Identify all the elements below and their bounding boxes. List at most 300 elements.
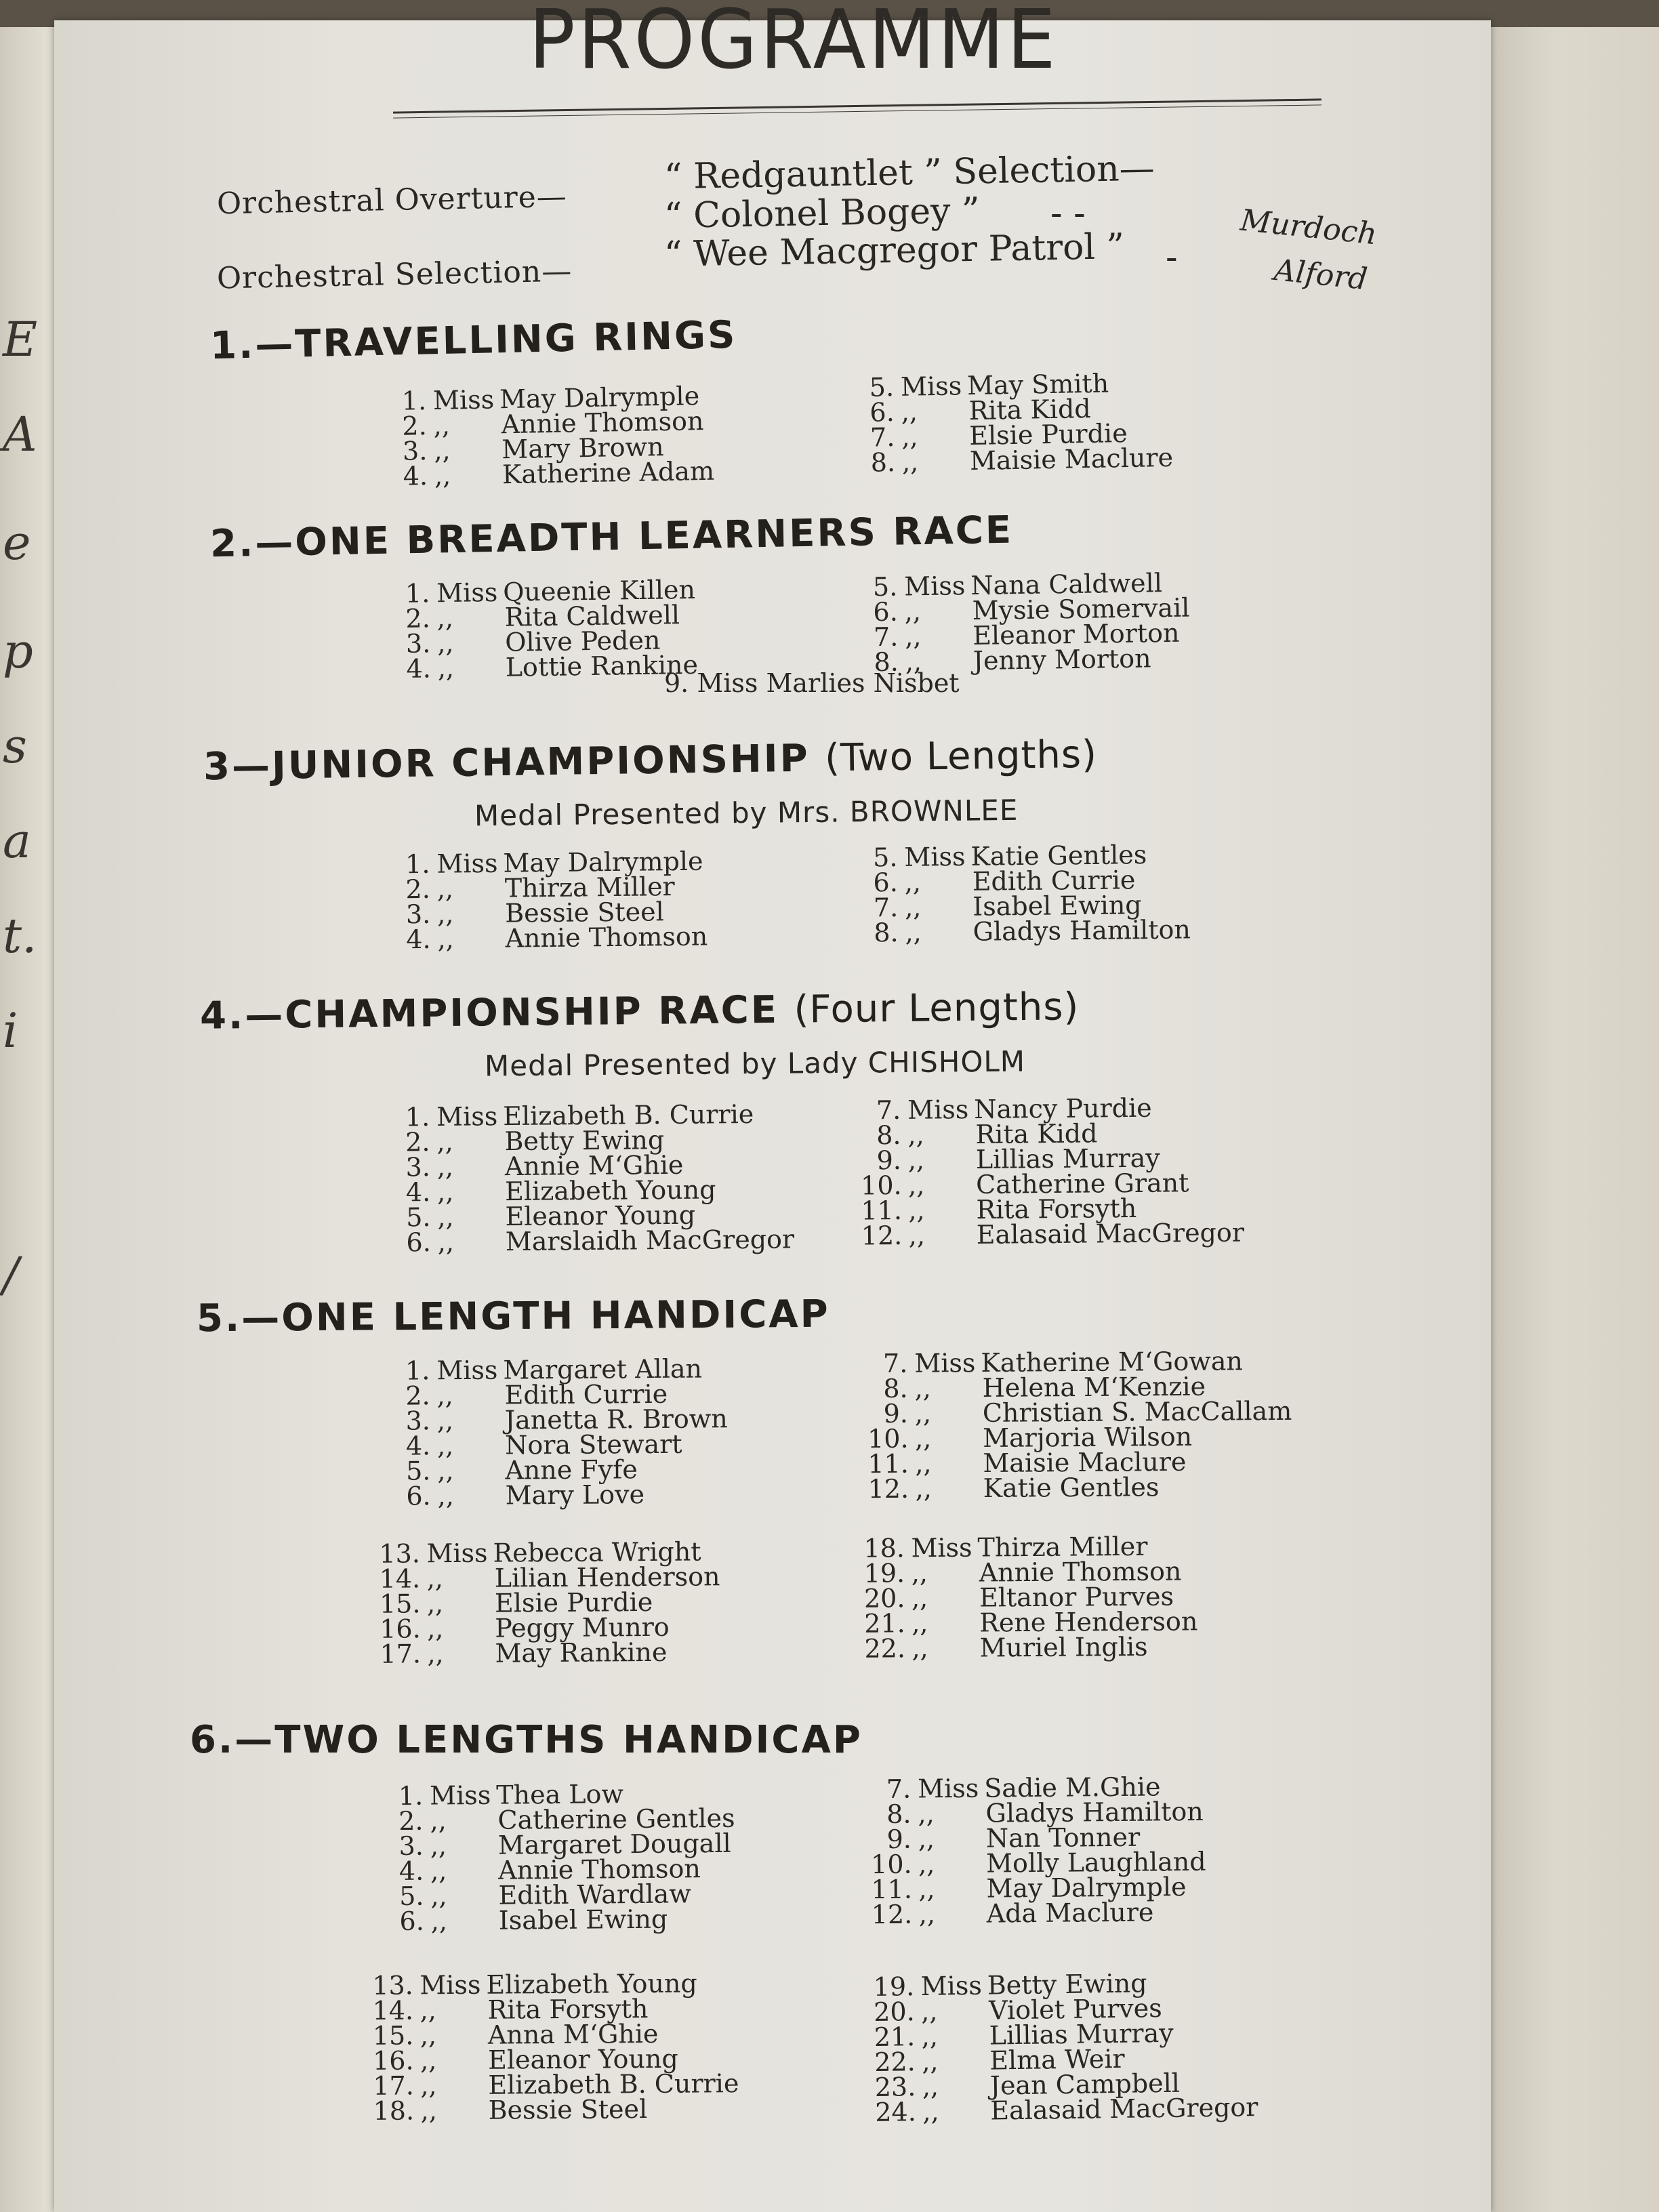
ditto-mark: ,, [437,1456,454,1486]
entrant-number: 22. [874,2047,916,2077]
entrant-number: 24. [875,2097,917,2127]
entrant-name: Mysie Somervail [972,592,1190,626]
entrant-name: Lottie Rankine [505,649,699,682]
entrant-number: 8. [874,647,899,678]
entrant-number: 9. [886,1824,912,1854]
entrant-number: 7. [873,621,899,653]
entrant-row [373,2096,739,2124]
ditto-mark: ,, [436,1406,454,1436]
entrant-title: Miss [900,371,962,402]
entrant-number: 10. [860,1170,902,1201]
ditto-mark: ,, [907,1120,924,1150]
ditto-mark: ,, [904,621,922,652]
entrant-title: Miss [430,1780,491,1811]
entrant-number: 1. [401,386,427,416]
entrant-name: Lilian Henderson [494,1561,720,1593]
overture-line-3: “ Wee Macgregor Patrol ” [663,226,1125,275]
entrant-number: 16. [372,2045,414,2076]
ditto-mark: ,, [437,1481,454,1511]
ditto-mark: ,, [436,1380,453,1411]
entrant-number: 3. [405,899,431,930]
overture-line-3-dash: - [1166,237,1178,278]
ditto-mark: ,, [922,2071,939,2102]
overture-line-2-dashes: - - [1050,193,1086,234]
entrant-number: 14. [372,1995,414,2026]
entrant-title: Miss [914,1348,976,1378]
composer-murdoch: Murdoch [1238,203,1379,252]
ditto-mark: ,, [426,1589,444,1619]
entrant-row [861,1217,1245,1251]
entrant-name: Maisie Maclure [983,1446,1187,1478]
entrant-number: 18. [373,2095,415,2126]
entrant-name: Katie Gentles [983,1472,1160,1503]
entrant-number: 10. [867,1423,909,1454]
entrant-row [380,1639,720,1667]
ditto-mark: ,, [437,1202,454,1232]
ditto-mark: ,, [918,1799,935,1829]
entrant-name: Rene Henderson [979,1606,1198,1638]
entrant-name: Thirza Miller [504,872,675,903]
ditto-mark: ,, [437,924,454,954]
entrant-name: Elizabeth Young [486,1968,697,2000]
event-4-heading [200,985,1080,1038]
entrant-number: 11. [861,1195,903,1226]
entrant-name: Queenie Killen [502,574,696,607]
ditto-mark: ,, [430,1881,447,1911]
entrant-name: Rebecca Wright [493,1536,701,1568]
entrant-number: 18. [863,1533,905,1563]
entrant-name: Annie Thomson [497,1853,701,1885]
ditto-mark: ,, [436,1176,454,1207]
entrant-title: Miss [920,1970,983,2001]
ditto-mark: ,, [918,1874,935,1904]
entrant-name: Janetta R. Brown [504,1404,728,1435]
entrant-name: Margaret Allan [503,1353,703,1385]
entrant-name: Christian S. MacCallam [982,1395,1292,1428]
event-5-left-list [389,1353,728,1511]
entrant-number: 2. [398,1805,424,1837]
entrant-row [855,442,1174,478]
entrant-number: 20. [863,1583,905,1614]
entrant-number: 8. [870,447,896,478]
entrant-name: Rita Caldwell [504,600,680,632]
event-6-left-list [382,1781,736,1935]
ditto-mark: ,, [430,1856,447,1886]
ditto-mark: ,, [915,1473,932,1504]
entrant-title: Miss [436,848,498,879]
entrant-number: 3. [405,628,431,659]
ditto-mark: ,, [419,1995,436,2026]
ditto-mark: ,, [430,1805,447,1836]
entrant-name: Rita Forsyth [976,1193,1137,1225]
entrant-name: Betty Ewing [987,1968,1147,2001]
ditto-mark: ,, [904,596,922,627]
ditto-mark: ,, [921,2021,939,2051]
entrant-row [871,1897,1207,1930]
entrant-name: May Dalrymple [499,381,700,415]
entrant-number: 7. [873,892,899,923]
ditto-mark: ,, [904,892,922,922]
entrant-name: Gladys Hamilton [985,1796,1204,1828]
entrant-number: 4. [406,924,431,955]
entrant-name: Isabel Ewing [972,890,1142,922]
event-6-left-list-2 [372,1968,739,2126]
entrant-name: Peggy Munro [495,1612,670,1643]
entrant-name: Eleanor Morton [972,617,1180,651]
event-2-left-list [389,574,699,684]
entrant-name: Helena M‘Kenzie [982,1371,1206,1404]
event-2-right-list [857,568,1191,678]
ditto-mark: ,, [430,1906,448,1936]
handwriting-scribble: a [3,813,31,869]
entrant-number: 15. [379,1589,421,1619]
ditto-mark: ,, [901,447,919,477]
event-6-right-list-2 [873,1969,1258,2125]
overture-line-1: “ Redgauntlet ” Selection— [663,148,1155,198]
ditto-mark: ,, [420,2095,437,2126]
event-3-heading [203,733,1098,789]
entrant-number: 22. [864,1633,906,1664]
entrant-number: 11. [871,1874,913,1905]
entrant-number: 4. [403,461,428,491]
entrant-name: Jenny Morton [972,643,1151,676]
entrant-name: Mary Love [505,1479,645,1511]
ditto-mark: ,, [433,435,451,466]
entrant-number: 4. [405,1431,431,1461]
entrant-number: 9. [883,1398,909,1429]
entrant-name: Annie Thomson [501,406,704,440]
ditto-mark: ,, [921,2046,939,2076]
entrant-number: 12. [867,1473,909,1504]
entrant-name: Katherine Adam [501,455,715,490]
ditto-mark: ,, [436,1431,454,1461]
event-1-heading: 1.—TRAVELLING RINGS [209,312,737,369]
entrant-name: Annie Thomson [505,921,708,954]
event-6-heading: 6.—TWO LENGTHS HANDICAP [190,1718,863,1762]
entrant-row [390,921,708,955]
ditto-mark: ,, [436,899,454,929]
event-3-heading-paren: (Two Lengths) [824,732,1098,781]
ditto-mark: ,, [911,1583,928,1614]
entrant-number: 10. [870,1849,912,1880]
entrant-number: 2. [405,874,431,905]
entrant-title: Miss [432,384,495,415]
entrant-number: 5. [405,1456,431,1486]
entrant-name: Isabel Ewing [498,1904,668,1936]
entrant-number: 2. [405,1380,430,1411]
entrant-row [857,914,1191,948]
ditto-mark: ,, [419,2020,437,2051]
ditto-mark: ,, [911,1558,928,1589]
ditto-mark: ,, [436,1126,453,1157]
entrant-title: Miss [436,1101,498,1132]
entrant-name: Nancy Purdie [974,1092,1152,1125]
entrant-name: Ada Maclure [986,1897,1154,1929]
entrant-title: Miss [426,1538,488,1569]
entrant-title: Miss [907,1094,969,1125]
entrant-number: 17. [373,2070,414,2101]
entrant-name: May Dalrymple [986,1872,1187,1904]
entrant-number: 8. [876,1120,901,1151]
handwriting-scribble: p [3,623,33,679]
right-facing-page [1484,27,1659,2212]
entrant-row [390,1481,729,1509]
ditto-mark: ,, [918,1899,936,1929]
event-4-left-list [389,1099,795,1258]
entrant-number: 19. [863,1558,905,1589]
entrant-name: Elsie Purdie [494,1586,653,1618]
entrant-name: Elma Weir [989,2043,1125,2076]
entrant-name: Marslaidh MacGregor [505,1224,795,1257]
orchestral-selection-label: Orchestral Selection— [216,253,573,296]
ditto-mark: ,, [426,1563,444,1594]
entrant-name: Annie Thomson [979,1556,1182,1588]
entrant-number: 2. [402,411,428,441]
entrant-number: 8. [883,1373,908,1404]
entrant-name: Anne Fyfe [505,1454,638,1486]
entrant-number: 19. [873,1971,915,2002]
entrant-name: Olive Peden [504,625,661,657]
ditto-mark: ,, [912,1608,928,1639]
event-5-heading: 5.—ONE LENGTH HANDICAP [196,1292,830,1341]
entrant-number: 17. [380,1639,422,1669]
ditto-mark: ,, [427,1639,444,1669]
entrant-number: 16. [380,1614,421,1644]
entrant-number: 3. [402,436,428,466]
event-1-left-list [386,381,715,491]
ditto-mark: ,, [436,874,454,904]
handwriting-scribble: E [3,312,38,367]
entrant-number: 14. [379,1563,421,1594]
entrant-name: Jean Campbell [989,2068,1181,2101]
entrant-name: Edith Wardlaw [498,1879,691,1910]
entrant-number: 3. [398,1830,424,1862]
entrant-name: Violet Purves [988,1993,1162,2026]
event-3-right-list [857,840,1191,948]
entrant-number: 6. [406,1227,432,1258]
handwriting-scribble: e [3,515,31,571]
event-4-heading-text: 4.—CHAMPIONSHIP RACE [199,987,779,1038]
entrant-number: 13. [372,1970,413,2001]
event-5-right-list-2 [863,1531,1198,1664]
ditto-mark: ,, [922,2096,939,2127]
entrant-number: 5. [872,571,898,602]
ditto-mark: ,, [905,917,922,947]
entrant-name: May Rankine [495,1637,668,1668]
entrant-number: 15. [372,2020,414,2051]
ditto-mark: ,, [908,1220,926,1250]
event-4-heading-paren: (Four Lengths) [794,985,1080,1032]
page-title: PROGRAMME [529,0,1059,87]
entrant-number: 1. [405,1102,430,1132]
entrant-number: 4. [398,1856,424,1887]
entrant-number: 5. [872,842,898,873]
entrant-number: 2. [405,603,431,634]
ditto-mark: ,, [436,602,454,634]
entrant-name: Nan Tonner [985,1822,1141,1853]
entrant-number: 6. [399,1906,425,1937]
event-4-right-list [860,1092,1245,1251]
entrant-name: Eltanor Purves [979,1581,1174,1613]
entrant-row [868,1474,1293,1502]
entrant-name: Katie Gentles [970,840,1147,872]
entrant-name: Bessie Steel [504,897,664,928]
handwriting-scribble: t. [3,908,37,964]
event-4-medal: Medal Presented by Lady CHISHOLM [484,1044,1026,1083]
handwriting-scribble: s [3,718,27,774]
entrant-row [390,649,699,684]
ditto-mark: ,, [914,1398,932,1429]
entrant-number: 3. [405,1152,431,1183]
ditto-mark: ,, [915,1448,932,1479]
ditto-mark: ,, [914,1373,931,1404]
entrant-title: Miss [903,571,966,602]
entrant-number: 11. [867,1448,909,1479]
event-1-right-list [853,370,1174,476]
entrant-name: Annie M‘Ghie [504,1149,684,1182]
entrant-name: Ealasaid MacGregor [989,2092,1258,2126]
ditto-mark: ,, [904,867,922,897]
ditto-mark: ,, [912,1633,928,1664]
entrant-name: Nana Caldwell [970,568,1163,601]
ditto-mark: ,, [901,396,918,427]
entrant-name: Molly Laughland [985,1846,1206,1879]
entrant-title: Miss [918,1773,979,1804]
event-5-left-list-2 [379,1536,720,1669]
entrant-title: Miss [419,1969,481,2001]
entrant-number: 4. [406,653,432,684]
ditto-mark: ,, [419,2045,437,2076]
event-3-medal: Medal Presented by Mrs. BROWNLEE [474,793,1019,833]
entrant-name: Elizabeth B. Currie [503,1099,754,1132]
entrant-name: Eleanor Young [487,2043,678,2075]
entrant-number: 1. [405,578,430,609]
entrant-name: Rita Kidd [968,394,1092,426]
entrant-number: 23. [874,2072,916,2102]
ditto-mark: ,, [433,410,451,441]
entrant-number: 5. [399,1881,424,1912]
entrant-name: Thirza Miller [977,1531,1148,1563]
event-3-heading-text: 3—JUNIOR CHAMPIONSHIP [203,736,811,790]
ditto-mark: ,, [434,460,451,491]
programme-page [54,0,1491,2212]
entrant-name: Catherine Grant [975,1168,1189,1200]
entrant-title: Miss [436,577,498,609]
entrant-name: Eleanor Young [505,1200,696,1232]
entrant-name: Elizabeth B. Currie [488,2068,739,2100]
entrant-name: Edith Currie [972,865,1136,897]
entrant-number: 5. [406,1202,431,1233]
ditto-mark: ,, [918,1849,935,1879]
entrant-name: Catherine Gentles [497,1803,735,1835]
ditto-mark: ,, [437,1227,455,1257]
ditto-mark: ,, [436,1151,454,1182]
orchestral-overture-label: Orchestral Overture— [216,179,568,222]
entrant-row [390,1224,795,1258]
entrant-number: 8. [886,1799,912,1829]
entrant-name: May Dalrymple [503,846,703,878]
handwriting-scribble: / [3,1247,19,1303]
entrant-name: Marjoria Wilson [982,1421,1193,1453]
entrant-number: 21. [864,1608,905,1639]
entrant-row [387,455,715,491]
handwriting-scribble: A [3,407,37,462]
entrant-number: 6. [873,596,899,628]
ditto-mark: ,, [420,2070,437,2101]
entrant-name: Sadie M.Ghie [984,1771,1161,1803]
title-underline [393,98,1322,118]
entrant-row [864,1631,1197,1664]
entrant-number: 7. [876,1094,901,1126]
ditto-mark: ,, [918,1824,935,1854]
entrant-name: Margaret Dougall [497,1828,731,1860]
entrant-number: 13. [379,1538,421,1569]
entrant-name: Anna M‘Ghie [487,2018,659,2050]
entrant-name: May Smith [966,368,1109,401]
event-3-left-list [389,846,708,955]
entrant-name: Thea Low [496,1779,624,1810]
ditto-mark: ,, [905,647,922,677]
entrant-name: Mary Brown [501,432,664,465]
entrant-name: Bessie Steel [488,2094,648,2125]
composer-alford: Alford [1272,252,1370,298]
entrant-number: 6. [873,867,899,898]
entrant-number: 7. [886,1774,912,1804]
entrant-name: Muriel Inglis [979,1631,1148,1663]
ditto-mark: ,, [427,1614,444,1644]
entrant-number: 8. [874,917,899,948]
entrant-title: Miss [436,1355,498,1386]
entrant-name: Lillias Murray [975,1143,1160,1174]
entrant-name: Maisie Maclure [969,442,1174,476]
event-2-extra-entrant: 9. Miss Marlies Nisbet [664,668,960,698]
ditto-mark: ,, [901,422,918,452]
entrant-number: 21. [874,2022,916,2052]
entrant-name: Gladys Hamilton [972,914,1191,947]
event-6-right-list [870,1771,1206,1930]
entrant-number: 9. [876,1145,902,1176]
entrant-name: Edith Currie [504,1378,668,1410]
entrant-number: 12. [861,1220,903,1251]
ditto-mark: ,, [907,1170,925,1200]
entrant-number: 12. [871,1899,913,1930]
entrant-name: Rita Kidd [975,1118,1098,1149]
entrant-name: Elsie Purdie [968,418,1128,451]
event-2-heading: 2.—ONE BREADTH LEARNERS RACE [209,508,1014,567]
entrant-name: Nora Stewart [504,1429,682,1460]
entrant-row [875,2092,1258,2127]
entrant-number: 6. [869,397,895,428]
overture-line-2: “ Colonel Bogey ” [663,190,981,237]
entrant-number: 4. [405,1177,431,1208]
ditto-mark: ,, [436,628,454,659]
entrant-row [384,1906,736,1935]
entrant-number: 2. [405,1127,430,1158]
ditto-mark: ,, [920,1996,938,2026]
entrant-number: 1. [398,1780,424,1811]
ditto-mark: ,, [430,1830,447,1861]
entrant-number: 20. [873,1996,915,2027]
entrant-number: 1. [405,1355,430,1386]
entrant-number: 3. [405,1406,431,1436]
entrant-number: 7. [882,1348,908,1379]
entrant-number: 5. [869,372,895,403]
entrant-number: 7. [869,422,895,453]
ditto-mark: ,, [914,1423,932,1454]
entrant-name: Rita Forsyth [487,1994,649,2025]
entrant-title: Miss [911,1532,972,1563]
entrant-name: Lillias Murray [989,2018,1174,2051]
